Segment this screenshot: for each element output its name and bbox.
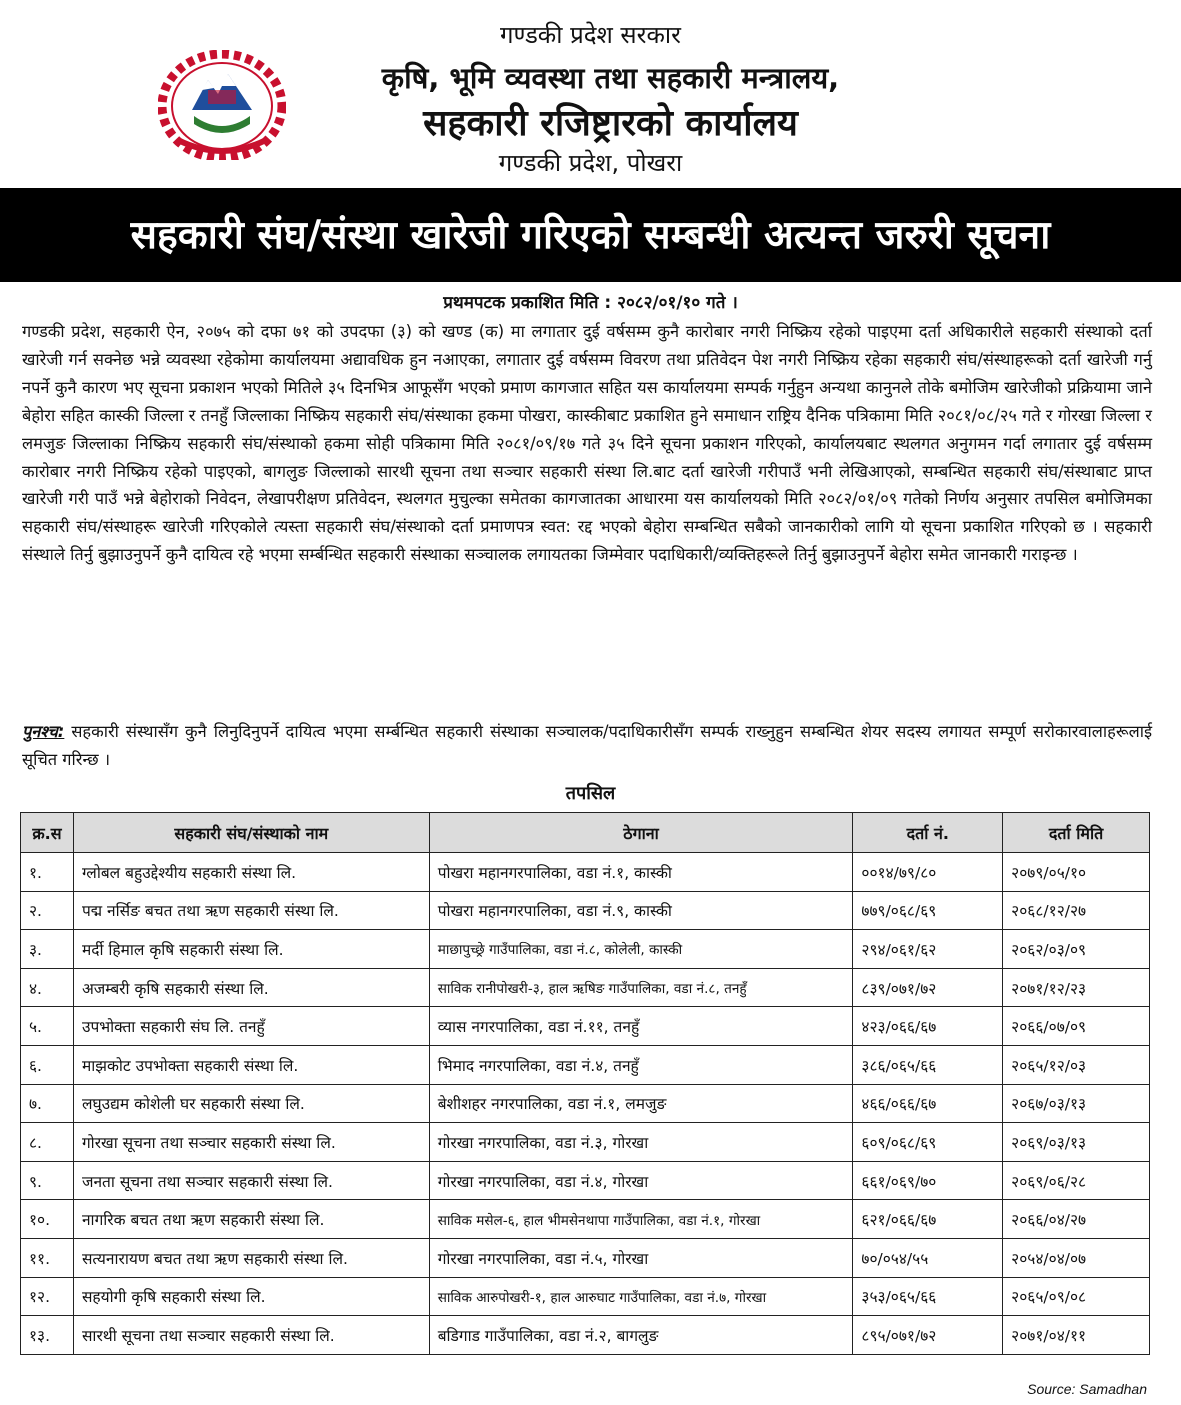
cell-address: गोरखा नगरपालिका, वडा नं.३, गोरखा <box>429 1123 853 1162</box>
cell-reg-date: २०६५/०९/०८ <box>1003 1277 1150 1316</box>
cell-sn: ९. <box>21 1161 74 1200</box>
cell-reg-no: ६०९/०६८/६९ <box>853 1123 1003 1162</box>
cell-address: बेशीशहर नगरपालिका, वडा नं.१, लमजुङ <box>429 1084 853 1123</box>
cell-address: गोरखा नगरपालिका, वडा नं.४, गोरखा <box>429 1161 853 1200</box>
cell-reg-no: ७७९/०६८/६९ <box>853 891 1003 930</box>
cell-reg-date: २०७९/०५/१० <box>1003 853 1150 892</box>
cell-name: मर्दी हिमाल कृषि सहकारी संस्था लि. <box>73 930 429 969</box>
column-header: दर्ता नं. <box>853 813 1003 853</box>
office-name: सहकारी रजिष्ट्रारको कार्यालय <box>423 103 798 144</box>
cell-sn: १. <box>21 853 74 892</box>
cell-sn: ७. <box>21 1084 74 1123</box>
cell-sn: ८. <box>21 1123 74 1162</box>
cell-name: पद्म नर्सिङ बचत तथा ऋण सहकारी संस्था लि. <box>73 891 429 930</box>
table-row <box>21 1045 1150 1084</box>
cell-reg-date: २०६६/०४/२७ <box>1003 1200 1150 1239</box>
cell-address: साविक आरुपोखरी-१, हाल आरुघाट गाउँपालिका, वडा नं.७, गोरखा <box>429 1277 853 1316</box>
cell-reg-date: २०७१/०४/११ <box>1003 1316 1150 1355</box>
cell-name: उपभोक्ता सहकारी संघ लि. तनहुँ <box>73 1007 429 1046</box>
cell-name: जनता सूचना तथा सञ्चार सहकारी संस्था लि. <box>73 1161 429 1200</box>
cell-sn: १२. <box>21 1277 74 1316</box>
table-row <box>21 1161 1150 1200</box>
cell-address: भिमाद नगरपालिका, वडा नं.४, तनहुँ <box>429 1045 853 1084</box>
cell-sn: ४. <box>21 968 74 1007</box>
table-row <box>21 930 1150 969</box>
notice-title-banner: सहकारी संघ/संस्था खारेजी गरिएको सम्बन्धी अत्यन्त जरुरी सूचना <box>0 188 1181 282</box>
table-row <box>21 853 1150 892</box>
table-row <box>21 1200 1150 1239</box>
source-credit: Source: Samadhan <box>1027 1381 1147 1397</box>
postscript <box>22 718 1152 774</box>
cell-reg-no: ३८६/०६५/६६ <box>853 1045 1003 1084</box>
cell-reg-date: २०५४/०४/०७ <box>1003 1238 1150 1277</box>
cell-sn: ३. <box>21 930 74 969</box>
cell-reg-date: २०६२/०३/०९ <box>1003 930 1150 969</box>
annex-title: तपसिल <box>565 783 616 804</box>
cell-reg-date: २०६५/१२/०३ <box>1003 1045 1150 1084</box>
cell-address: पोखरा महानगरपालिका, वडा नं.९, कास्की <box>429 891 853 930</box>
table-row <box>21 1316 1150 1355</box>
table-row <box>21 968 1150 1007</box>
cell-reg-no: ४२३/०६६/६७ <box>853 1007 1003 1046</box>
cell-reg-date: २०६८/१२/२७ <box>1003 891 1150 930</box>
cell-reg-no: २९४/०६१/६२ <box>853 930 1003 969</box>
column-header: सहकारी संघ/संस्थाको नाम <box>73 813 429 853</box>
cell-address: बडिगाड गाउँपालिका, वडा नं.२, बागलुङ <box>429 1316 853 1355</box>
cell-reg-date: २०७१/१२/२३ <box>1003 968 1150 1007</box>
notice-body: गण्डकी प्रदेश, सहकारी ऐन, २०७५ को दफा ७१ को उपदफा (३) को खण्ड (क) मा लगातार दुई वर्षसम्म कुनै कारोबार नगरी निष्क्रिय रहेको पाइएमा दर्ता अधिकारीले सहकारी संस्थाको दर्ता खारेजी गर्न सक्नेछ भन्ने व्यवस्था रहेकोमा कार्यालयमा अद्यावधिक हुन नआएका, लगातार दुई वर्षसम्म विवरण तथा प्रतिवेदन पेश नगरी निष्क्रिय रहेका सहकारी संघ/संस्थाहरूको दर्ता खारेजी गर्नु नपर्ने कुनै कारण भए सूचना प्रकाशन भएको मितिले ३५ दिनभित्र आफूसँग भएको प्रमाण कागजात सहित यस कार्यालयमा सम्पर्क गर्नुहुन अन्यथा कानुनले तोके बमोजिम खारेजीको प्रक्रियामा जाने बेहोरा सहित कास्की जिल्ला र तनहुँ जिल्लाका निष्क्रिय सहकारी संघ/संस्थाका हकमा पोखरा, कास्कीबाट प्रकाशित हुने समाधान राष्ट्रिय दैनिक पत्रिकामा मिति २०८१/०८/२५ गते र गोरखा जिल्ला र लमजुङ जिल्लाका निष्क्रिय सहकारी संघ/संस्थाको हकमा सोही पत्रिकामा मिति २०८१/०९/१७ गते ३५ दिने सूचना प्रकाशन गरिएको, कार्यालयबाट स्थलगत अनुगमन गर्दा लगातार दुई वर्षसम्म कारोबार नगरी निष्क्रिय रहेको पाइएको, बागलुङ जिल्लाको सारथी सूचना तथा सञ्चार सहकारी संस्था लि.बाट दर्ता खारेजी गरीपाउँ भनी लेखिआएको, सम्बन्धित सहकारी संघ/संस्थाबाट प्राप्त खारेजी गरी पाउँ भन्ने बेहोराको निवेदन, लेखापरीक्षण प्रतिवेदन, स्थलगत मुचुल्का समेतका कागजातका आधारमा यस कार्यालयको मिति २०८२/०१/०९ गतेको निर्णय अनुसार तपसिल बमोजिमका सहकारी संघ/संस्थाहरू खारेजी गरिएकोले त्यस्ता सहकारी संघ/संस्थाको दर्ता प्रमाणपत्र स्वत: रद्द भएको बेहोरा सम्बन्धित सबैको जानकारीको लागि यो सूचना प्रकाशित गरिएको छ । सहकारी संस्थाले तिर्नु बुझाउनुपर्ने कुनै दायित्व रहे भएमा सर्म्बन्धित सहकारी संस्थाका सञ्चालक लगायतका जिम्मेवार पदाधिकारी/व्यक्तिहरूले तिर्नु बुझाउनुपर्ने बेहोरा समेत जानकारी गराइन्छ । <box>22 322 1152 565</box>
postscript-text: सहकारी संस्थासँग कुनै लिनुदिनुपर्ने दायित्व भएमा सर्म्बन्धित सहकारी संस्थाका सञ्चालक/पदाधिकारीसँग सम्पर्क राख्नुहुन सम्बन्धित शेयर सदस्य लगायत सम्पूर्ण सरोकारवालाहरूलाई सूचित गरिन्छ । <box>22 722 1152 769</box>
office-location: गण्डकी प्रदेश, पोखरा <box>498 149 683 177</box>
cell-reg-no: ८९५/०७१/७२ <box>853 1316 1003 1355</box>
table-row <box>21 1277 1150 1316</box>
cell-sn: १३. <box>21 1316 74 1355</box>
cell-reg-no: ३५३/०६५/६६ <box>853 1277 1003 1316</box>
table-row <box>21 1238 1150 1277</box>
cell-sn: ११. <box>21 1238 74 1277</box>
cell-reg-no: ६६१/०६९/७० <box>853 1161 1003 1200</box>
published-date: प्रथमपटक प्रकाशित मिति : २०८२/०१/१० गते । <box>443 293 738 313</box>
table-row <box>21 1007 1150 1046</box>
cell-reg-no: ७०/०५४/५५ <box>853 1238 1003 1277</box>
cell-sn: ६. <box>21 1045 74 1084</box>
table-row <box>21 891 1150 930</box>
cell-sn: १०. <box>21 1200 74 1239</box>
cell-reg-date: २०६९/०६/२८ <box>1003 1161 1150 1200</box>
cell-reg-no: ००१४/७९/८० <box>853 853 1003 892</box>
cell-reg-date: २०६९/०३/१३ <box>1003 1123 1150 1162</box>
cell-name: ग्लोबल बहुउद्देश्यीय सहकारी संस्था लि. <box>73 853 429 892</box>
cell-name: सत्यनारायण बचत तथा ऋण सहकारी संस्था लि. <box>73 1238 429 1277</box>
cell-reg-no: ६२१/०६६/६७ <box>853 1200 1003 1239</box>
cell-name: नागरिक बचत तथा ऋण सहकारी संस्था लि. <box>73 1200 429 1239</box>
column-header: क्र.स <box>21 813 74 853</box>
cell-address: माछापुच्छ्रे गाउँपालिका, वडा नं.८, कोलेली, कास्की <box>429 930 853 969</box>
ministry-name: कृषि, भूमि व्यवस्था तथा सहकारी मन्त्रालय, <box>381 61 840 95</box>
table-header-row <box>21 813 1150 853</box>
cell-reg-date: २०६७/०३/१३ <box>1003 1084 1150 1123</box>
table-row <box>21 1084 1150 1123</box>
column-header: दर्ता मिति <box>1003 813 1150 853</box>
postscript-label: पुनश्च: <box>22 722 65 741</box>
cell-name: सहयोगी कृषि सहकारी संस्था लि. <box>73 1277 429 1316</box>
govt-name: गण्डकी प्रदेश सरकार <box>500 21 681 49</box>
cell-reg-no: ४६६/०६६/६७ <box>853 1084 1003 1123</box>
cell-sn: ५. <box>21 1007 74 1046</box>
cell-name: सारथी सूचना तथा सञ्चार सहकारी संस्था लि. <box>73 1316 429 1355</box>
cell-sn: २. <box>21 891 74 930</box>
letterhead <box>0 0 1181 188</box>
cell-name: गोरखा सूचना तथा सञ्चार सहकारी संस्था लि. <box>73 1123 429 1162</box>
cell-address: पोखरा महानगरपालिका, वडा नं.१, कास्की <box>429 853 853 892</box>
table-row <box>21 1123 1150 1162</box>
cell-address: व्यास नगरपालिका, वडा नं.११, तनहुँ <box>429 1007 853 1046</box>
cell-name: लघुउद्यम कोशेली घर सहकारी संस्था लि. <box>73 1084 429 1123</box>
cooperative-list-table <box>20 812 1150 1355</box>
column-header: ठेगाना <box>429 813 853 853</box>
cell-reg-no: ८३९/०७१/७२ <box>853 968 1003 1007</box>
cell-name: अजम्बरी कृषि सहकारी संस्था लि. <box>73 968 429 1007</box>
cell-name: माझकोट उपभोक्ता सहकारी संस्था लि. <box>73 1045 429 1084</box>
cell-reg-date: २०६६/०७/०९ <box>1003 1007 1150 1046</box>
cell-address: साविक रानीपोखरी-३, हाल ऋषिङ गाउँपालिका, वडा नं.८, तनहुँ <box>429 968 853 1007</box>
cell-address: गोरखा नगरपालिका, वडा नं.५, गोरखा <box>429 1238 853 1277</box>
cell-address: साविक मसेल-६, हाल भीमसेनथापा गाउँपालिका, वडा नं.१, गोरखा <box>429 1200 853 1239</box>
